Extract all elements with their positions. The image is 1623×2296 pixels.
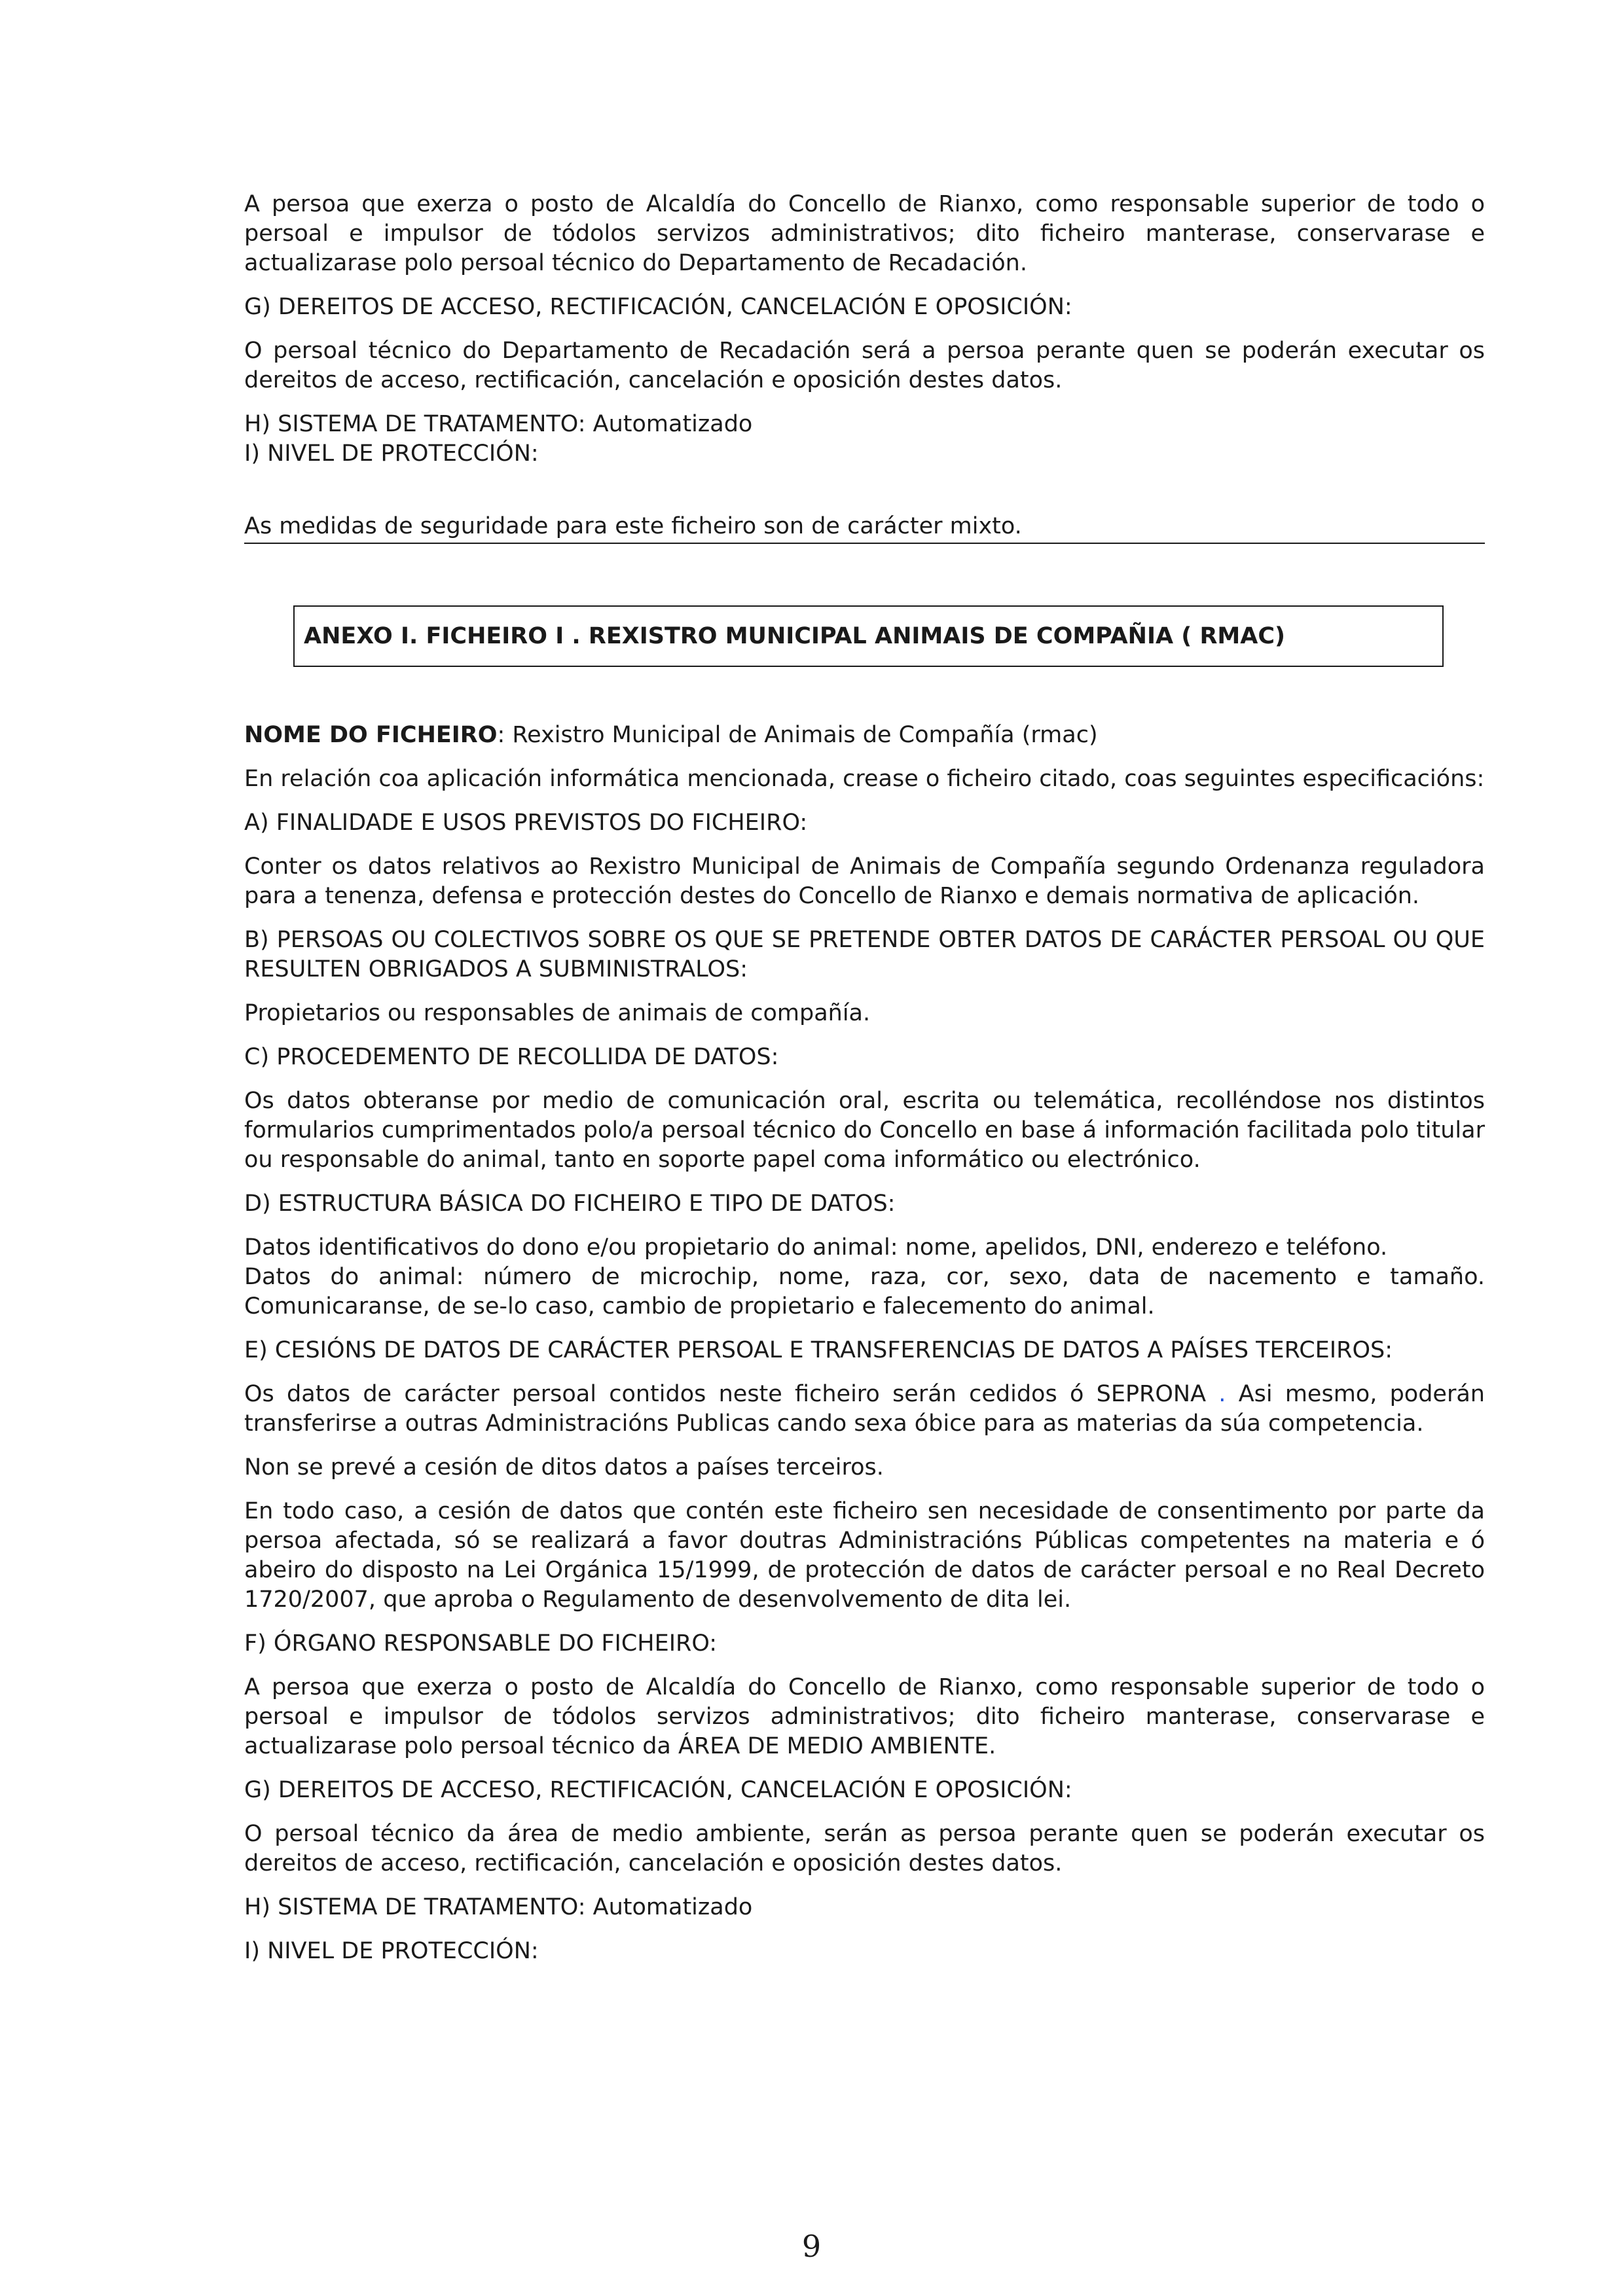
transfers-text-start: Os datos de carácter persoal contidos neste ficheiro serán cedidos ó SEPRONA xyxy=(244,1381,1219,1407)
protection-level-block xyxy=(244,512,1485,544)
paragraph-no-third-countries: Non se prevé a cesión de ditos datos a países terceiros. xyxy=(244,1454,884,1480)
heading-persons: B) PERSOAS OU COLECTIVOS SOBRE OS QUE SE PRETENDE OBTER DATOS DE CARÁCTER PERSOAL OU QUE RESULTEN OBRIGADOS A SUBMINISTRALOS: xyxy=(244,927,1485,982)
paragraph-transfers xyxy=(244,1380,1485,1439)
paragraph-transfer-conditions: En todo caso, a cesión de datos que contén este ficheiro sen necesidade de consentimento por parte da persoa afectada, só se realizará a favor doutras Administracións Públicas competentes na materia e ó abeiro do disposto na Lei Orgánica 15/1999, de protección de datos de carácter persoal e no Real Decreto 1720/2007, que aproba o Regulamento de desenvolvemento de dita lei. xyxy=(244,1498,1485,1613)
file-name-label: NOME DO FICHEIRO xyxy=(244,722,498,748)
heading-transfers: E) CESIÓNS DE DATOS DE CARÁCTER PERSOAL E TRANSFERENCIAS DE DATOS A PAÍSES TERCEIROS: xyxy=(244,1337,1393,1363)
paragraph-purpose: Conter os datos relativos ao Rexistro Municipal de Animais de Compañía segundo Ordenanza reguladora para a tenenza, defensa e protección destes do Concello de Rianxo e demais normativa de aplicación. xyxy=(244,853,1485,909)
paragraph-animal-data: Datos do animal: número de microchip, nome, raza, cor, sexo, data de nacemento e tamaño. Comunicaranse, de se-lo caso, cambio de propietario e falecemento do animal. xyxy=(244,1264,1485,1319)
heading-collection-procedure: C) PROCEDEMENTO DE RECOLLIDA DE DATOS: xyxy=(244,1044,779,1070)
paragraph-responsible-body: A persoa que exerza o posto de Alcaldía do Concello de Rianxo, como responsable superior de todo o persoal e impulsor de tódolos servizos administrativos; dito ficheiro manterase, conservarase e actualizarase polo persoal técnico do Departamento de Recadación. xyxy=(244,191,1485,276)
paragraph-protection-level: As medidas de seguridade para este ficheiro son de carácter mixto. xyxy=(244,513,1022,539)
heading-data-structure: D) ESTRUCTURA BÁSICA DO FICHEIRO E TIPO DE DATOS: xyxy=(244,1191,896,1217)
file-name-line xyxy=(244,721,1485,750)
paragraph-persons: Propietarios ou responsables de animais de compañía. xyxy=(244,1000,871,1026)
heading-protection-level: I) NIVEL DE PROTECCIÓN: xyxy=(244,440,539,467)
paragraph-owner-data: Datos identificativos do dono e/ou propietario do animal: nome, apelidos, DNI, enderezo e teléfono. xyxy=(244,1234,1388,1261)
heading-rights-2: G) DEREITOS DE ACCESO, RECTIFICACIÓN, CANCELACIÓN E OPOSICIÓN: xyxy=(244,1777,1072,1803)
document-page xyxy=(244,190,1485,1966)
heading-purpose: A) FINALIDADE E USOS PREVISTOS DO FICHEIRO: xyxy=(244,810,808,836)
annex-title-box xyxy=(293,605,1444,667)
heading-protection-level-2: I) NIVEL DE PROTECCIÓN: xyxy=(244,1938,539,1964)
annex-title: ANEXO I. FICHEIRO I . REXISTRO MUNICIPAL ANIMAIS DE COMPAÑIA ( RMAC) xyxy=(304,622,1286,649)
paragraph-responsible-body-2: A persoa que exerza o posto de Alcaldía do Concello de Rianxo, como responsable superior de todo o persoal e impulsor de tódolos servizos administrativos; dito ficheiro manterase, conservarase e actualizarase polo persoal técnico da ÁREA DE MEDIO AMBIENTE. xyxy=(244,1674,1485,1759)
heading-rights: G) DEREITOS DE ACCESO, RECTIFICACIÓN, CANCELACIÓN E OPOSICIÓN: xyxy=(244,294,1072,320)
paragraph-collection-procedure: Os datos obteranse por medio de comunicación oral, escrita ou telemática, recolléndose nos distintos formularios cumprimentados polo/a persoal técnico do Concello en base á información facilitada polo titular ou responsable do animal, tanto en soporte papel coma informático ou electrónico. xyxy=(244,1088,1485,1173)
page-number: 9 xyxy=(801,2229,822,2264)
transfers-blue-dot: . xyxy=(1218,1381,1226,1407)
transfers-text-end: Asi mesmo, poderán transferirse a outras Administracións Publicas cando sexa óbice para as materias da súa competencia. xyxy=(244,1381,1485,1437)
heading-responsible-body: F) ÓRGANO RESPONSABLE DO FICHEIRO: xyxy=(244,1630,718,1657)
paragraph-rights: O persoal técnico do Departamento de Recadación será a persoa perante quen se poderán executar os dereitos de acceso, rectificación, cancelación e oposición destes datos. xyxy=(244,338,1485,393)
paragraph-rights-2: O persoal técnico da área de medio ambiente, serán as persoa perante quen se poderán executar os dereitos de acceso, rectificación, cancelación e oposición destes datos. xyxy=(244,1821,1485,1876)
paragraph-intro: En relación coa aplicación informática mencionada, crease o ficheiro citado, coas seguintes especificacións: xyxy=(244,766,1485,792)
file-name-value: : Rexistro Municipal de Animais de Compañía (rmac) xyxy=(497,722,1098,748)
heading-treatment-system-2: H) SISTEMA DE TRATAMENTO: Automatizado xyxy=(244,1894,753,1920)
heading-treatment-system: H) SISTEMA DE TRATAMENTO: Automatizado xyxy=(244,411,753,437)
